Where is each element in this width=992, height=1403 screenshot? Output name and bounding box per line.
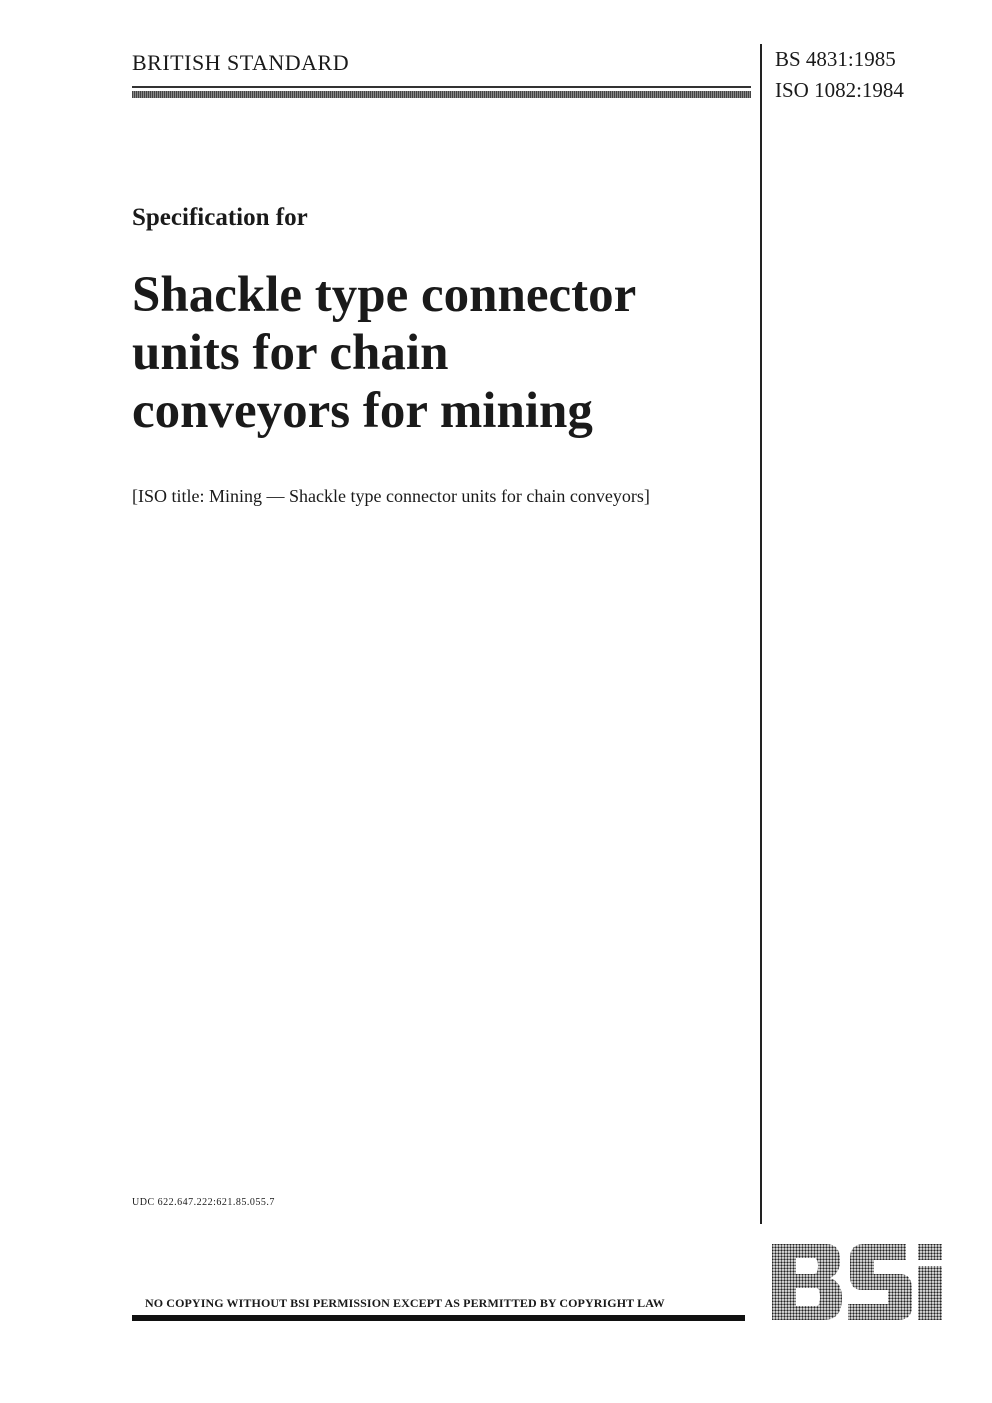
header-label: BRITISH STANDARD: [132, 50, 350, 75]
udc-number: UDC 622.647.222:621.85.055.7: [132, 1197, 275, 1208]
header-rule: [132, 86, 751, 98]
copyright-notice: NO COPYING WITHOUT BSI PERMISSION EXCEPT AS PERMITTED BY COPYRIGHT LAW: [145, 1296, 665, 1310]
standard-numbers: [775, 44, 904, 106]
bsi-logo: [768, 1240, 946, 1324]
header-rule-thin: [132, 86, 751, 88]
vertical-divider: [760, 44, 762, 1224]
bottom-rule: [132, 1315, 745, 1321]
main-title-line: conveyors for mining: [132, 383, 593, 439]
main-title: [132, 266, 752, 440]
iso-title: [ISO title: Mining — Shackle type connector units for chain conveyors]: [132, 486, 650, 506]
subtitle: Specification for: [132, 204, 308, 231]
iso-number: ISO 1082:1984: [775, 78, 904, 102]
header-rule-thick: [132, 91, 751, 98]
bs-number: BS 4831:1985: [775, 47, 896, 71]
main-title-line: units for chain: [132, 325, 449, 381]
main-title-line: Shackle type connector: [132, 267, 637, 323]
